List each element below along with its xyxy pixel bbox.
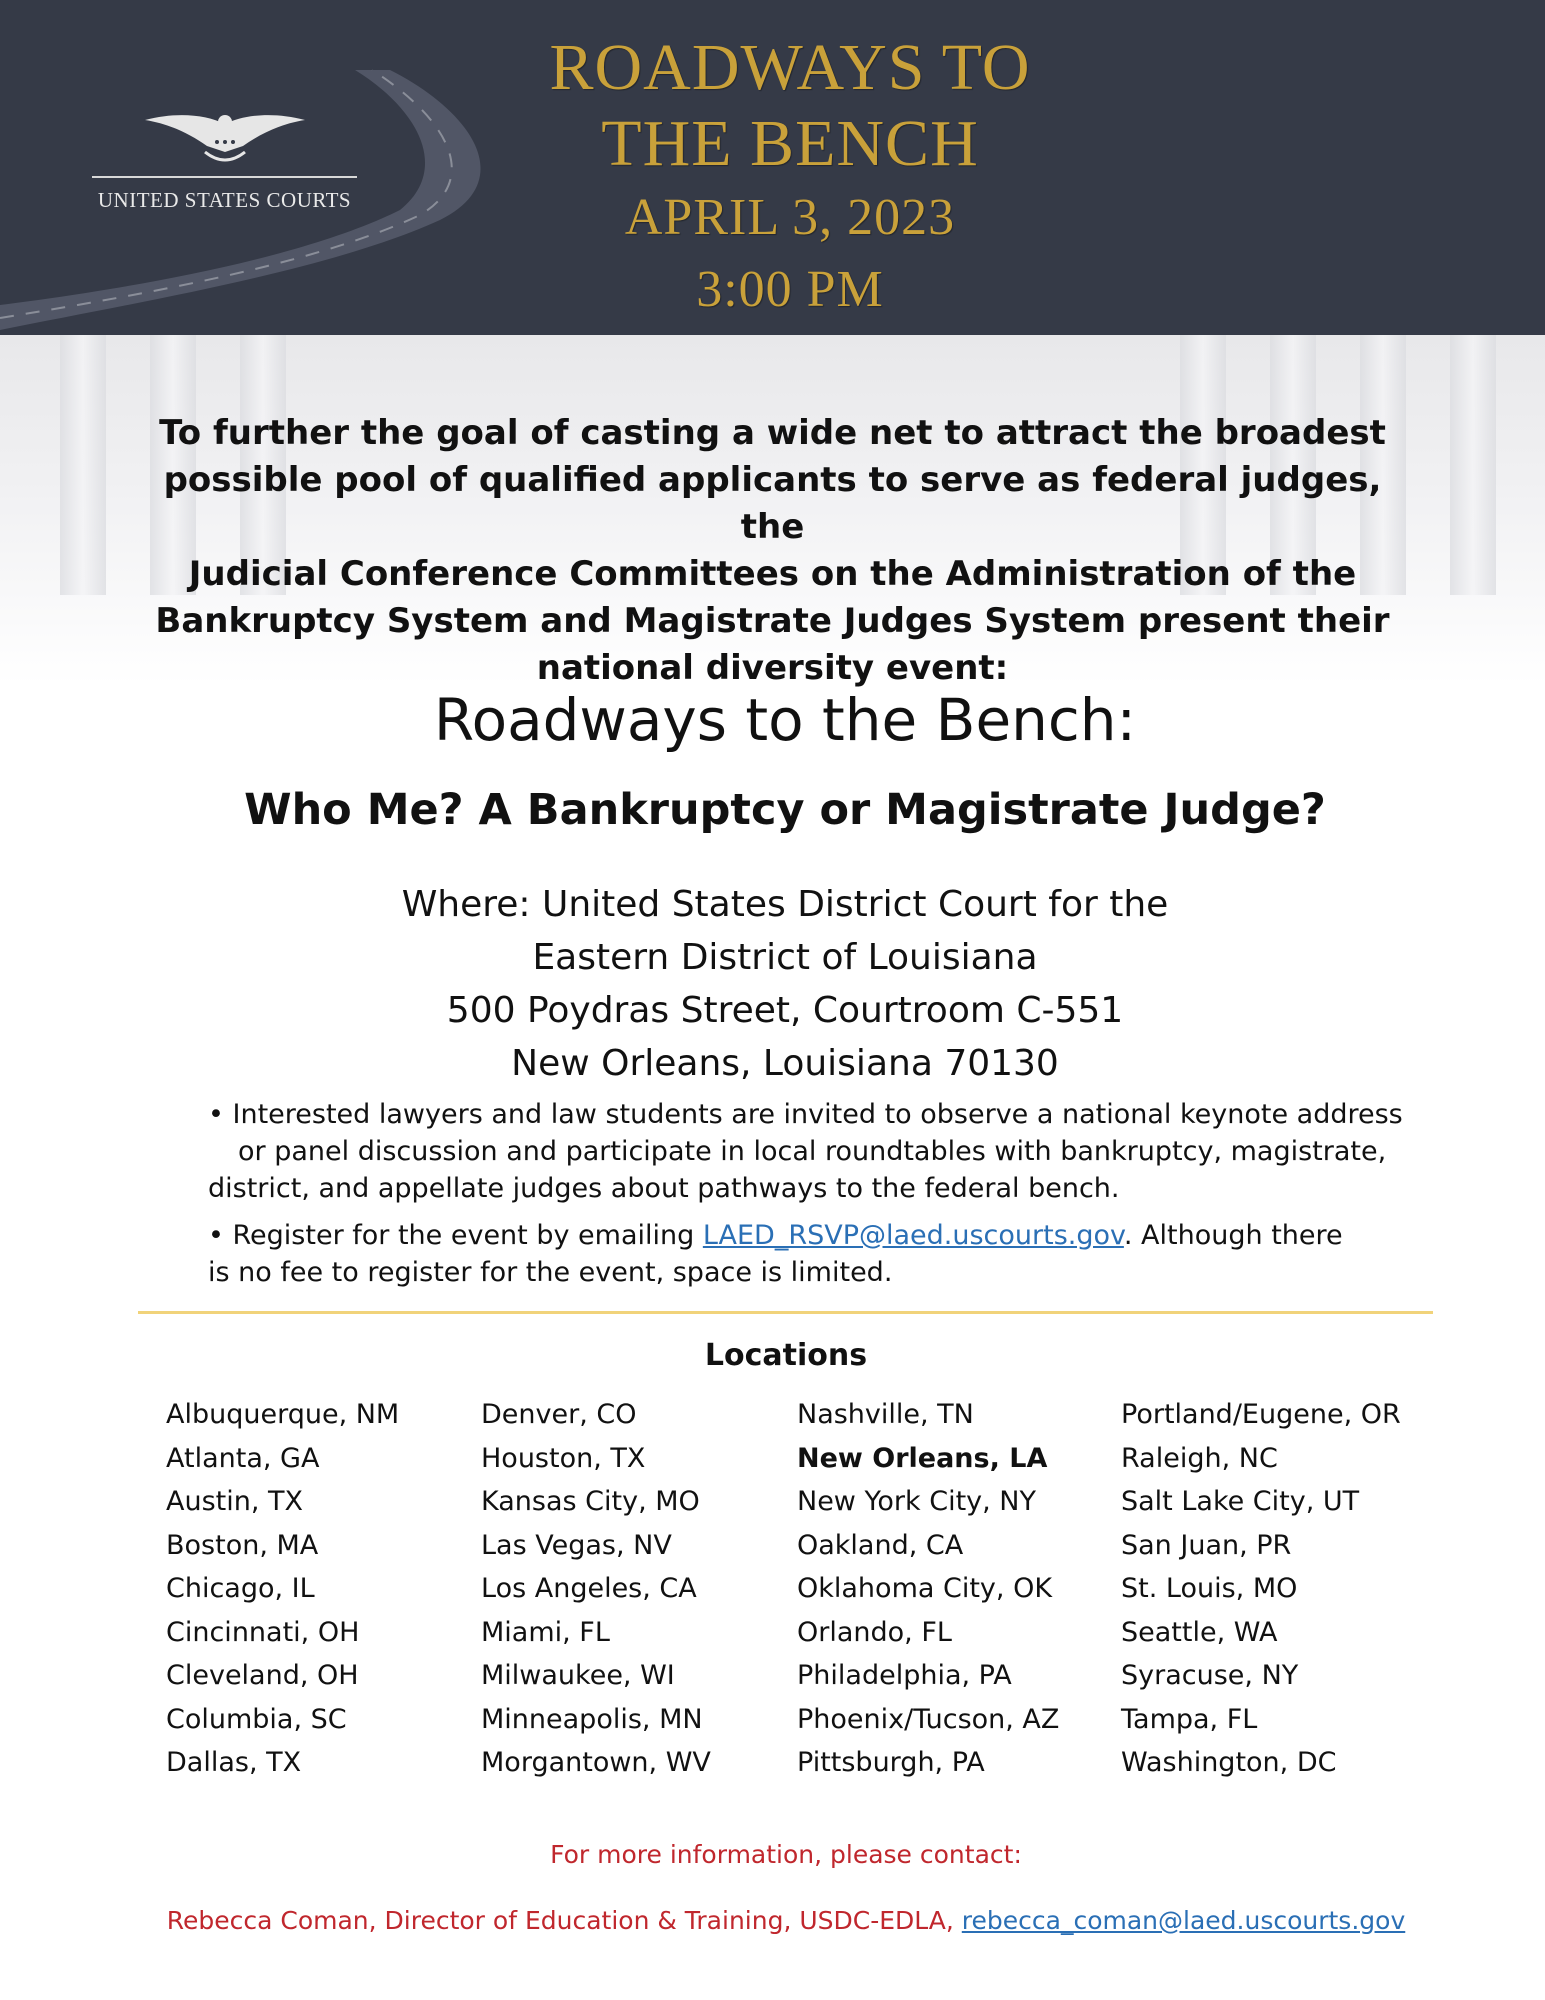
- banner-date: APRIL 3, 2023: [624, 189, 956, 246]
- where-line: Eastern District of Louisiana: [532, 937, 1038, 978]
- location-item: St. Louis, MO: [1121, 1573, 1298, 1604]
- location-item: Atlanta, GA: [166, 1442, 320, 1474]
- location-item: Oklahoma City, OK: [797, 1573, 1053, 1604]
- bullet-registration: [208, 1217, 1408, 1291]
- location-item: Tampa, FL: [1121, 1703, 1258, 1735]
- location-item: Miami, FL: [481, 1616, 610, 1648]
- bullet-line: is no fee to register for the event, space is limited.: [208, 1257, 893, 1288]
- location-item: Houston, TX: [481, 1442, 646, 1474]
- bullet-invitation: [208, 1096, 1408, 1207]
- location-item: Los Angeles, CA: [481, 1573, 697, 1604]
- location-item: New York City, NY: [797, 1486, 1036, 1517]
- location-item: Minneapolis, MN: [481, 1703, 703, 1735]
- bullet-line: [208, 1217, 1408, 1254]
- rsvp-email-link[interactable]: LAED_RSVP@laed.uscourts.gov: [702, 1220, 1124, 1251]
- locations-column-4: [1121, 1393, 1401, 1785]
- event-location: [0, 878, 1545, 1090]
- location-item: Seattle, WA: [1121, 1616, 1278, 1648]
- location-item: Boston, MA: [166, 1529, 319, 1561]
- event-subtitle: Who Me? A Bankruptcy or Magistrate Judge?: [244, 785, 1326, 835]
- intro-line: possible pool of qualified applicants to serve as federal judges, the: [163, 460, 1382, 547]
- header-banner: [0, 0, 1545, 335]
- location-item: Cleveland, OH: [166, 1660, 359, 1691]
- locations-heading: Locations: [704, 1338, 868, 1373]
- location-item: Albuquerque, NM: [166, 1399, 400, 1430]
- contact-email-link[interactable]: rebecca_coman@laed.uscourts.gov: [961, 1906, 1406, 1935]
- section-divider: [138, 1311, 1433, 1314]
- location-item: Cincinnati, OH: [166, 1616, 360, 1648]
- location-item: Morgantown, WV: [481, 1747, 711, 1778]
- locations-column-2: [481, 1393, 711, 1785]
- location-item: San Juan, PR: [1121, 1529, 1292, 1561]
- register-text-suffix: . Although there: [1123, 1220, 1343, 1251]
- location-item: Portland/Eugene, OR: [1121, 1399, 1401, 1430]
- logo-rule: [92, 176, 357, 178]
- location-item: Austin, TX: [166, 1486, 304, 1517]
- location-item-highlighted: New Orleans, LA: [797, 1442, 1048, 1474]
- where-line: 500 Poydras Street, Courtroom C-551: [446, 990, 1124, 1031]
- banner-time: 3:00 PM: [696, 261, 884, 318]
- location-item: Kansas City, MO: [481, 1486, 700, 1517]
- location-item: Oakland, CA: [797, 1529, 964, 1561]
- contact-heading: For more information, please contact:: [550, 1840, 1022, 1869]
- intro-line: Bankruptcy System and Magistrate Judges System present their: [155, 601, 1390, 641]
- banner-title-line1: ROADWAYS TO: [549, 31, 1031, 104]
- location-item: Milwaukee, WI: [481, 1660, 675, 1691]
- register-text: • Register for the event by emailing: [208, 1220, 703, 1251]
- locations-column-3: [797, 1393, 1059, 1785]
- location-item: Syracuse, NY: [1121, 1660, 1299, 1691]
- bullet-line: • Interested lawyers and law students are invited to observe a national keynote address: [208, 1099, 1403, 1130]
- location-item: Dallas, TX: [166, 1747, 302, 1778]
- location-item: Denver, CO: [481, 1399, 637, 1430]
- locations-column-1: [166, 1393, 399, 1785]
- banner-title: [420, 30, 1160, 326]
- location-item: Chicago, IL: [166, 1573, 315, 1604]
- eagle-icon: [135, 112, 315, 168]
- us-courts-logo: [92, 112, 357, 213]
- location-item: Las Vegas, NV: [481, 1529, 672, 1561]
- where-line: Where: United States District Court for the: [401, 884, 1169, 925]
- location-item: Orlando, FL: [797, 1616, 952, 1648]
- intro-line: Judicial Conference Committees on the Administration of the: [188, 554, 1357, 594]
- banner-title-line2: THE BENCH: [601, 107, 979, 180]
- location-item: Washington, DC: [1121, 1747, 1337, 1778]
- location-item: Pittsburgh, PA: [797, 1747, 985, 1778]
- intro-line: To further the goal of casting a wide net to attract the broadest: [159, 413, 1386, 453]
- bullet-line: district, and appellate judges about pathways to the federal bench.: [208, 1173, 1120, 1204]
- event-details: [208, 1096, 1408, 1301]
- bullet-line: or panel discussion and participate in local roundtables with bankruptcy, magistrate,: [238, 1136, 1387, 1167]
- contact-line: [0, 1906, 1545, 1935]
- location-item: Philadelphia, PA: [797, 1660, 1012, 1691]
- location-item: Columbia, SC: [166, 1703, 347, 1735]
- where-line: New Orleans, Louisiana 70130: [511, 1043, 1059, 1084]
- location-item: Salt Lake City, UT: [1121, 1486, 1360, 1517]
- location-item: Phoenix/Tucson, AZ: [797, 1703, 1060, 1735]
- location-item: Nashville, TN: [797, 1399, 974, 1430]
- event-title: Roadways to the Bench:: [433, 686, 1137, 754]
- contact-person: Rebecca Coman, Director of Education & Training, USDC-EDLA,: [166, 1906, 962, 1935]
- intro-paragraph: [150, 410, 1395, 692]
- logo-text: UNITED STATES COURTS: [97, 188, 352, 212]
- location-item: Raleigh, NC: [1121, 1442, 1278, 1474]
- intro-line: national diversity event:: [536, 648, 1009, 688]
